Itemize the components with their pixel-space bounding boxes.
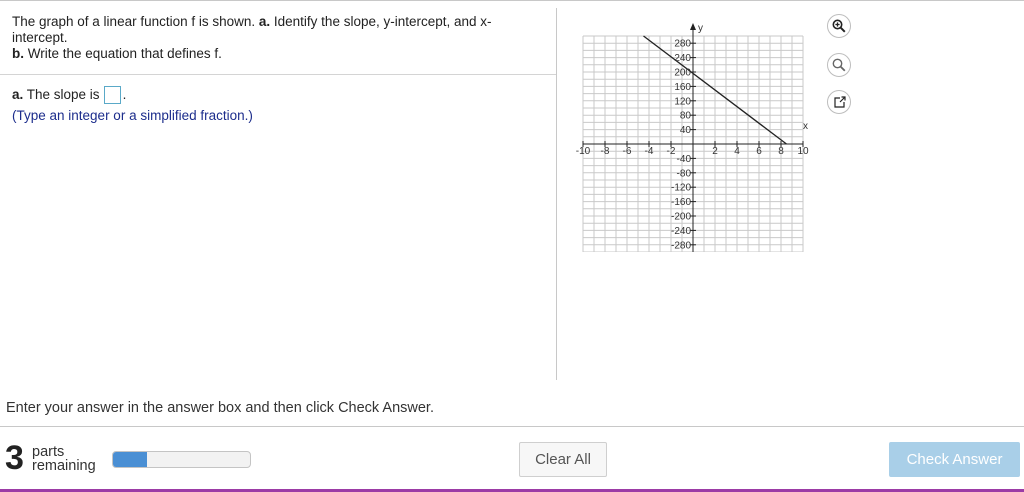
x-tick-label: -8 [600,146,610,157]
top-rule [0,0,1024,1]
external-link-icon [833,96,846,109]
answer-hint: (Type an integer or a simplified fraction.) [12,108,253,123]
check-answer-button[interactable]: Check Answer [889,442,1020,477]
parts-remaining-count: 3 [5,439,24,477]
y-tick-label: 240 [674,53,691,65]
footer-rule [0,426,1024,427]
answer-block [12,86,253,125]
zoom-in-button[interactable] [827,14,851,38]
y-tick-label: 120 [674,96,691,108]
x-tick-label: -10 [575,146,591,157]
y-tick-label: 280 [674,38,691,50]
part-b-text: Write the equation that defines f. [24,46,222,61]
x-axis-label: x [803,121,808,132]
parts-progress-fill [113,452,147,467]
slope-answer-input[interactable] [104,86,121,104]
x-tick-label: 2 [712,146,718,157]
x-tick-label: -6 [622,146,632,157]
parts-label-line1: parts [32,444,65,460]
part-a-text: Identify the slope, y-intercept, and x-intercept. [12,14,492,45]
zoom-in-icon [832,19,846,33]
zoom-out-icon [832,58,846,72]
parts-progress-bar [112,451,251,468]
y-tick-label: 160 [674,81,691,93]
linear-function-graph [573,16,809,252]
slope-label: The slope is [23,87,100,102]
x-tick-label: 8 [778,146,784,157]
y-tick-label: -80 [676,168,691,180]
question-text [12,14,522,62]
y-axis-arrow [690,23,696,30]
panel-divider [556,8,557,380]
zoom-out-button[interactable] [827,53,851,77]
popout-button[interactable] [827,90,851,114]
y-tick-label: -200 [670,211,691,223]
x-tick-label: -4 [644,146,654,157]
y-tick-label: -280 [670,240,691,252]
clear-all-button[interactable]: Clear All [519,442,607,477]
parts-remaining-label [32,445,96,473]
answer-period: . [122,87,127,102]
y-tick-label: -160 [670,197,691,209]
x-tick-label: 6 [756,146,762,157]
slope-answer-line [12,86,253,104]
instruction-text: Enter your answer in the answer box and then click Check Answer. [6,400,434,416]
y-tick-label: 200 [674,67,691,79]
y-tick-label: -240 [670,225,691,237]
parts-label-line2: remaining [32,458,96,474]
question-prefix: The graph of a linear function f is shown. [12,14,259,29]
answer-marker: a. [12,87,24,102]
x-tick-label: 4 [734,146,740,157]
y-tick-label: 40 [679,125,691,137]
question-divider [0,74,556,75]
y-tick-label: -120 [670,182,691,194]
y-tick-label: 80 [679,110,691,122]
part-b-marker: b. [12,46,24,61]
part-a-marker: a. [258,14,271,29]
x-tick-label: 10 [797,146,809,157]
x-tick-label: -2 [666,146,676,157]
y-tick-label: -40 [676,153,691,165]
y-axis-label: y [698,23,703,34]
